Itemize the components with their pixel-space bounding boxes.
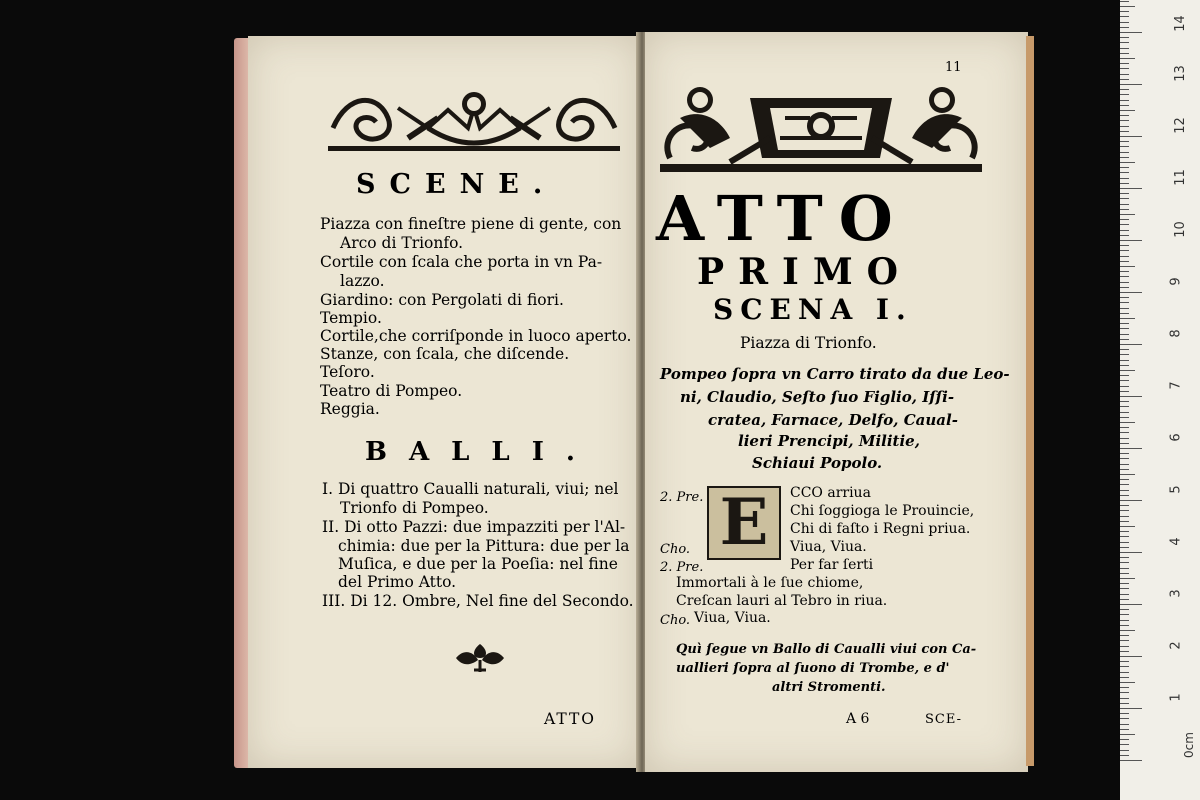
stage-direction-line: altri Stromenti. <box>772 680 886 695</box>
scene-line: Arco di Trionfo. <box>340 234 464 252</box>
characters-line: Pompeo ſopra vn Carro tirato da due Leo- <box>660 365 1010 383</box>
right-catchword: SCE- <box>925 712 962 727</box>
woodcut-headpiece-right <box>660 78 982 178</box>
ruler-tick <box>1120 188 1142 189</box>
ruler-number: 9 <box>1168 277 1184 286</box>
ruler-tick <box>1120 282 1129 283</box>
balli-line: Trionfo di Pompeo. <box>340 499 489 517</box>
ruler-tick <box>1120 692 1129 693</box>
dialogue-line: Viua, Viua. <box>694 610 771 626</box>
ruler-tick <box>1120 22 1129 23</box>
ruler-tick <box>1120 276 1129 277</box>
ruler-tick <box>1120 651 1129 652</box>
balli-line: III. Di 12. Ombre, Nel fine del Secondo. <box>322 592 634 610</box>
ruler-tick <box>1120 318 1135 319</box>
ruler-tick <box>1120 167 1129 168</box>
atto-heading: ATTO <box>656 182 909 255</box>
ruler-tick <box>1120 682 1135 683</box>
ruler-tick <box>1120 640 1129 641</box>
ruler-tick <box>1120 261 1129 262</box>
ruler-tick <box>1120 74 1129 75</box>
ruler-tick <box>1120 401 1129 402</box>
left-catchword: ATTO <box>544 710 597 728</box>
ruler-tick <box>1120 308 1129 309</box>
ruler-tick <box>1120 625 1129 626</box>
ruler-number: 14 <box>1172 15 1188 32</box>
ruler-tick <box>1120 360 1129 361</box>
woodcut-headpiece-left <box>328 88 620 154</box>
ruler-tick <box>1120 432 1129 433</box>
ruler-tick <box>1120 458 1129 459</box>
ruler-number: 5 <box>1168 485 1184 494</box>
ruler-tick <box>1120 266 1135 267</box>
ruler-tick <box>1120 89 1129 90</box>
ruler-tick <box>1120 703 1129 704</box>
ruler-tick <box>1120 531 1129 532</box>
ruler-tick <box>1120 666 1129 667</box>
ruler-tick <box>1120 734 1135 735</box>
dialogue-line: Per far ſerti <box>790 557 874 573</box>
ruler-tick <box>1120 178 1129 179</box>
ruler-tick <box>1120 235 1129 236</box>
ruler-tick <box>1120 396 1142 397</box>
ruler-tick <box>1120 209 1129 210</box>
ruler-tick <box>1120 729 1129 730</box>
scene-line: Teſoro. <box>320 363 375 381</box>
ruler-tick <box>1120 474 1135 475</box>
ruler-tick <box>1120 344 1142 345</box>
ruler-tick <box>1120 172 1129 173</box>
decorated-initial: E <box>707 486 781 560</box>
ruler-number: 13 <box>1172 65 1188 82</box>
ruler-tick <box>1120 110 1135 111</box>
ruler-number: 1 <box>1168 693 1184 702</box>
ruler-tick <box>1120 157 1129 158</box>
dialogue-line: CCO arriua <box>790 485 871 501</box>
scene-line: Giardino: con Pergolati di fiori. <box>320 291 564 309</box>
ruler-tick <box>1120 219 1129 220</box>
ruler-tick <box>1120 594 1129 595</box>
ruler-tick <box>1120 146 1129 147</box>
ruler-number: 10 <box>1172 221 1188 238</box>
ruler-tick <box>1120 495 1129 496</box>
ruler-tick <box>1120 105 1129 106</box>
ruler-tick <box>1120 708 1142 709</box>
ruler-tick <box>1120 760 1142 761</box>
ruler-tick <box>1120 443 1129 444</box>
ruler-tick <box>1120 583 1129 584</box>
ruler-tick <box>1120 500 1142 501</box>
ruler-tick <box>1120 271 1129 272</box>
ruler-tick <box>1120 599 1129 600</box>
ruler-tick <box>1120 292 1142 293</box>
ruler-tick <box>1120 604 1142 605</box>
ruler-tick <box>1120 438 1129 439</box>
ruler-tick <box>1120 412 1129 413</box>
ruler-tick <box>1120 698 1129 699</box>
ruler-tick <box>1120 536 1129 537</box>
ruler-tick <box>1120 287 1129 288</box>
ruler-tick <box>1120 526 1135 527</box>
ruler-tick <box>1120 391 1129 392</box>
ruler-unit-label: 0cm <box>1181 732 1196 758</box>
ruler-tick <box>1120 136 1142 137</box>
scene-line: Reggia. <box>320 400 380 418</box>
balli-line: I. Di quattro Caualli naturali, viui; nel <box>322 480 619 498</box>
ruler-tick <box>1120 547 1129 548</box>
balli-line: Muſica, e due per la Poeſia: nel fine <box>338 555 618 573</box>
characters-line: cratea, Farnace, Delfo, Caual- <box>708 411 958 429</box>
ruler-tick <box>1120 224 1129 225</box>
scene-place: Piazza di Trionfo. <box>740 334 877 352</box>
ruler-tick <box>1120 354 1129 355</box>
ruler-tick <box>1120 630 1135 631</box>
ruler-tick <box>1120 417 1129 418</box>
ruler-tick <box>1120 250 1129 251</box>
ruler-tick <box>1120 516 1129 517</box>
ruler-tick <box>1120 422 1135 423</box>
ruler-tick <box>1120 256 1129 257</box>
ruler-tick <box>1120 198 1129 199</box>
dialogue-line: Viua, Viua. <box>790 539 867 555</box>
balli-line: del Primo Atto. <box>338 573 457 591</box>
ruler-tick <box>1120 370 1135 371</box>
ruler-tick <box>1120 193 1129 194</box>
ruler-tick <box>1120 32 1142 33</box>
scene-line: Cortile con ſcala che porta in vn Pa- <box>320 253 603 271</box>
ruler-tick <box>1120 609 1129 610</box>
stage-direction-line: Quì ſegue vn Ballo di Caualli viui con Ca- <box>676 642 977 657</box>
ruler-tick <box>1120 79 1129 80</box>
ruler-tick <box>1120 63 1129 64</box>
ruler-tick <box>1120 386 1129 387</box>
ruler-tick <box>1120 479 1129 480</box>
ruler-tick <box>1120 687 1129 688</box>
ruler-tick <box>1120 313 1129 314</box>
ruler-tick <box>1120 490 1129 491</box>
characters-line: lieri Prencipi, Militie, <box>738 432 920 450</box>
stage-direction-line: uallieri ſopra al ſuono di Trombe, e d' <box>676 661 950 676</box>
ruler-tick <box>1120 484 1129 485</box>
ruler-number: 3 <box>1168 589 1184 598</box>
ruler-number: 4 <box>1168 537 1184 546</box>
scene-line: Teatro di Pompeo. <box>320 382 463 400</box>
ruler-tick <box>1120 750 1129 751</box>
ruler-tick <box>1120 469 1129 470</box>
balli-line: II. Di otto Pazzi: due impazziti per l'Al- <box>322 518 626 536</box>
ruler-number: 7 <box>1168 381 1184 390</box>
ruler-tick <box>1120 448 1142 449</box>
ruler-tick <box>1120 365 1129 366</box>
ruler-tick <box>1120 635 1129 636</box>
balli-heading: BALLI. <box>365 437 597 467</box>
ruler-tick <box>1120 115 1129 116</box>
ruler-tick <box>1120 427 1129 428</box>
signature-mark: A 6 <box>846 711 870 727</box>
ruler-tick <box>1120 620 1129 621</box>
ruler-tick <box>1120 718 1129 719</box>
fleuron-ornament <box>452 640 508 674</box>
ruler-tick <box>1120 334 1129 335</box>
ruler-tick <box>1120 302 1129 303</box>
ruler-tick <box>1120 406 1129 407</box>
ruler-tick <box>1120 573 1129 574</box>
ruler-tick <box>1120 505 1129 506</box>
book-fore-edge <box>234 38 248 768</box>
ruler-tick <box>1120 27 1129 28</box>
ruler-tick <box>1120 230 1129 231</box>
ruler-tick <box>1120 661 1129 662</box>
ruler-tick <box>1120 521 1129 522</box>
ruler-tick <box>1120 42 1129 43</box>
scena-heading: SCENA I. <box>713 293 913 326</box>
ruler-tick <box>1120 162 1135 163</box>
book-right-edge <box>1026 36 1034 766</box>
scene-line: Stanze, con ſcala, che diſcende. <box>320 345 570 363</box>
ruler-tick <box>1120 183 1129 184</box>
ruler-tick <box>1120 677 1129 678</box>
ruler-number: 2 <box>1168 641 1184 650</box>
ruler-tick <box>1120 464 1129 465</box>
ruler-tick <box>1120 578 1135 579</box>
ruler-tick <box>1120 1 1129 2</box>
ruler-tick <box>1120 646 1129 647</box>
ruler-tick <box>1120 713 1129 714</box>
ruler-tick <box>1120 11 1129 12</box>
ruler-tick <box>1120 53 1129 54</box>
ruler-tick <box>1120 84 1142 85</box>
ruler-number: 8 <box>1168 329 1184 338</box>
ruler-tick <box>1120 131 1129 132</box>
ruler-tick <box>1120 672 1129 673</box>
ruler-tick <box>1120 380 1129 381</box>
scene-line: Tempio. <box>320 309 382 327</box>
ruler-number: 6 <box>1168 433 1184 442</box>
ruler-tick <box>1120 240 1142 241</box>
ruler-tick <box>1120 37 1129 38</box>
scene-line: Cortile,che corriſponde in luoco aperto. <box>320 327 632 345</box>
ruler-tick <box>1120 744 1129 745</box>
dialogue-line: Creſcan lauri al Tebro in riua. <box>676 593 888 609</box>
ruler-tick <box>1120 755 1129 756</box>
ruler-tick <box>1120 739 1129 740</box>
ruler-tick <box>1120 375 1129 376</box>
ruler-tick <box>1120 68 1129 69</box>
ruler-tick <box>1120 58 1135 59</box>
speaker-label: Cho. <box>660 542 691 557</box>
scene-line: lazzo. <box>340 272 385 290</box>
ruler-tick <box>1120 323 1129 324</box>
ruler-tick <box>1120 557 1129 558</box>
dialogue-line: Chi ſoggioga le Prouincie, <box>790 503 975 519</box>
speaker-label: 2. Pre. <box>660 490 704 505</box>
characters-line: Schiaui Popolo. <box>752 454 883 472</box>
ruler-tick <box>1120 16 1129 17</box>
scene-heading: SCENE. <box>356 169 557 200</box>
ruler-tick <box>1120 297 1129 298</box>
ruler-tick <box>1120 245 1129 246</box>
primo-heading: PRIMO <box>697 251 913 293</box>
ruler-tick <box>1120 152 1129 153</box>
dialogue-line: Immortali à le ſue chiome, <box>676 575 864 591</box>
scene-line: Piazza con fineſtre piene di gente, con <box>320 215 622 233</box>
ruler-tick <box>1120 94 1129 95</box>
ruler-tick <box>1120 562 1129 563</box>
ruler-tick <box>1120 328 1129 329</box>
ruler-tick <box>1120 48 1129 49</box>
ruler-tick <box>1120 100 1129 101</box>
ruler-tick <box>1120 724 1129 725</box>
measuring-ruler <box>1120 0 1200 800</box>
ruler-number: 12 <box>1172 117 1188 134</box>
ruler-tick <box>1120 204 1129 205</box>
ruler-tick <box>1120 339 1129 340</box>
ruler-tick <box>1120 453 1129 454</box>
ruler-tick <box>1120 588 1129 589</box>
ruler-tick <box>1120 126 1129 127</box>
speaker-label: 2. Pre. <box>660 560 704 575</box>
speaker-label: Cho. <box>660 613 691 628</box>
ruler-tick <box>1120 552 1142 553</box>
ruler-tick <box>1120 656 1142 657</box>
dialogue-line: Chi di faſto i Regni priua. <box>790 521 971 537</box>
balli-line: chimia: due per la Pittura: due per la <box>338 537 630 555</box>
ruler-number: 11 <box>1172 169 1188 186</box>
ruler-tick <box>1120 214 1135 215</box>
ruler-tick <box>1120 542 1129 543</box>
ruler-tick <box>1120 6 1135 7</box>
ruler-tick <box>1120 141 1129 142</box>
ruler-tick <box>1120 349 1129 350</box>
ruler-tick <box>1120 510 1129 511</box>
page-number: 11 <box>945 60 962 75</box>
ruler-tick <box>1120 568 1129 569</box>
characters-line: ni, Claudio, Seſto ſuo Figlio, Iſſi- <box>680 388 955 406</box>
ruler-tick <box>1120 120 1129 121</box>
ruler-tick <box>1120 614 1129 615</box>
